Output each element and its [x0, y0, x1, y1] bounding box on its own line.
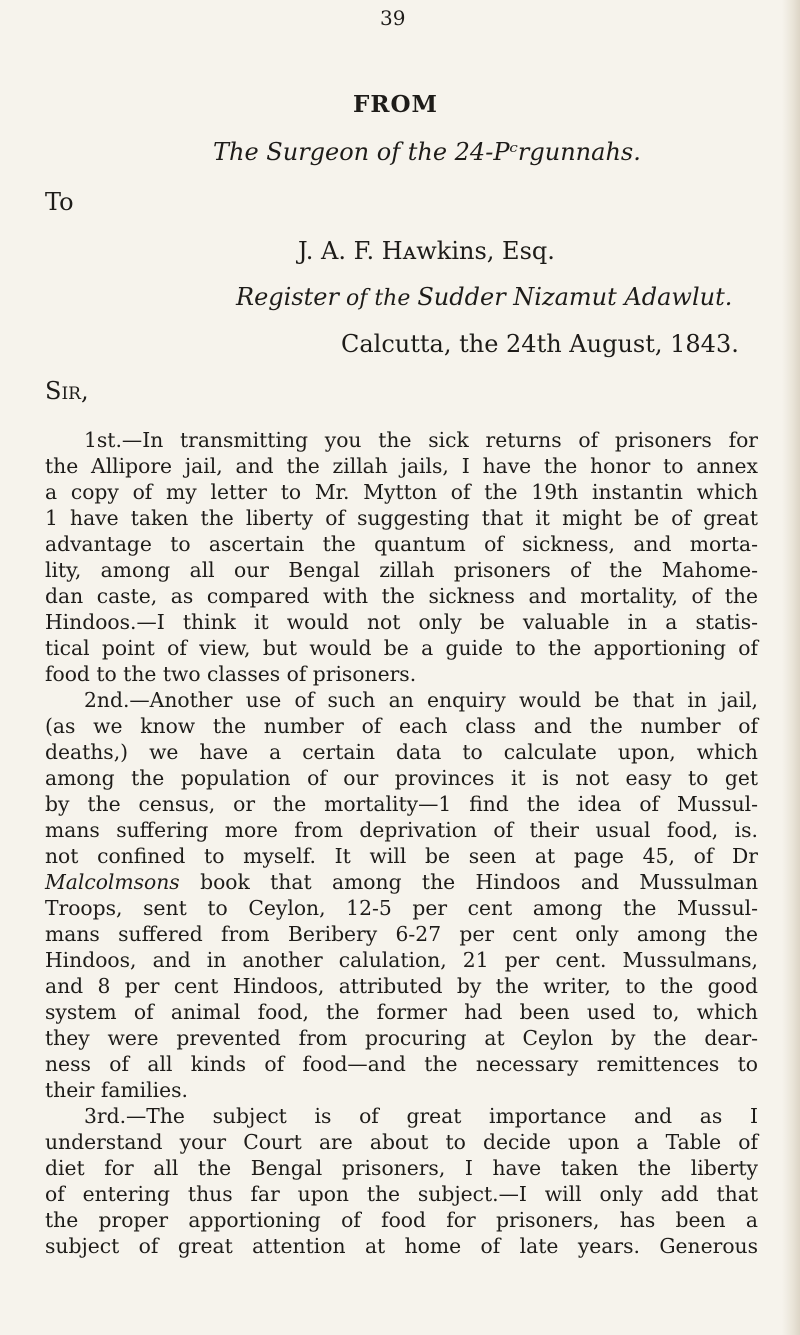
body-line: 2nd.—Another use of such an enquiry would be that in jail, — [84, 688, 758, 712]
body-line: the Allipore jail, and the zillah jails, I have the honor to annex — [45, 454, 758, 478]
body-line: the proper apportioning of food for prisoners, has been a — [45, 1208, 758, 1232]
body-line: diet for all the Bengal prisoners, I have taken the liberty — [45, 1156, 758, 1180]
body-line: mans suffered from Beribery 6-27 per cent only among the — [45, 922, 758, 946]
salutation — [45, 377, 89, 405]
body-line: dan caste, as compared with the sickness and mortality, of the — [45, 584, 758, 608]
body-line: Troops, sent to Ceylon, 12-5 per cent among the Mussul- — [45, 896, 758, 920]
addressee-name: J. A. F. Hᴀwkins, Esq. — [298, 237, 555, 265]
body-line: 1 have taken the liberty of suggesting that it might be of great — [45, 506, 758, 530]
body-line: and 8 per cent Hindoos, attributed by the writer, to the good — [45, 974, 758, 998]
salutation-text: Sir, — [45, 377, 89, 405]
body-line: (as we know the number of each class and the number of — [45, 714, 758, 738]
body-line: 3rd.—The subject is of great importance and as I — [84, 1104, 758, 1128]
body-line: of entering thus far upon the subject.—I will only add that — [45, 1182, 758, 1206]
body-line: subject of great attention at home of late years. Generous — [45, 1234, 758, 1258]
sender-line: The Surgeon of the 24-Pᶜrgunnahs. — [213, 138, 641, 166]
body-line: ness of all kinds of food—and the necessary remittences to — [45, 1052, 758, 1076]
body-line: by the census, or the mortality—1 find the idea of Mussul- — [45, 792, 758, 816]
body-line: not confined to myself. It will be seen at page 45, of Dr — [45, 844, 758, 868]
body-line: advantage to ascertain the quantum of sickness, and morta- — [45, 532, 758, 556]
body-line: lity, among all our Bengal zillah prisoners of the Mahome- — [45, 558, 758, 582]
body-line: 1st.—In transmitting you the sick returns of prisoners for — [84, 428, 758, 452]
body-line: system of animal food, the former had been used to, which — [45, 1000, 758, 1024]
addressee-designation: Register of the Sudder Nizamut Adawlut. — [236, 283, 733, 311]
body-line: deaths,) we have a certain data to calculate upon, which — [45, 740, 758, 764]
page-number: 39 — [380, 6, 406, 30]
body-line: Hindoos, and in another calulation, 21 per cent. Mussulmans, — [45, 948, 758, 972]
body-line: Hindoos.—I think it would not only be valuable in a statis- — [45, 610, 758, 634]
body-line: their families. — [45, 1078, 188, 1102]
from-label: FROM — [353, 91, 438, 118]
body-line: tical point of view, but would be a guide to the apportioning of — [45, 636, 758, 660]
body-line: understand your Court are about to decide upon a Table of — [45, 1130, 758, 1154]
body-line: among the population of our provinces it is not easy to get — [45, 766, 758, 790]
to-label: To — [45, 188, 74, 216]
body-line: mans suffering more from deprivation of their usual food, is. — [45, 818, 758, 842]
dateline: Calcutta, the 24th August, 1843. — [341, 330, 739, 358]
body-line: food to the two classes of prisoners. — [45, 662, 417, 686]
page-edge-shadow — [782, 0, 800, 1335]
body-line: a copy of my letter to Mr. Mytton of the 19th instantin which — [45, 480, 758, 504]
body-line: they were prevented from procuring at Ceylon by the dear- — [45, 1026, 758, 1050]
body-line: Malcolmsons book that among the Hindoos and Mussulman — [45, 870, 758, 894]
